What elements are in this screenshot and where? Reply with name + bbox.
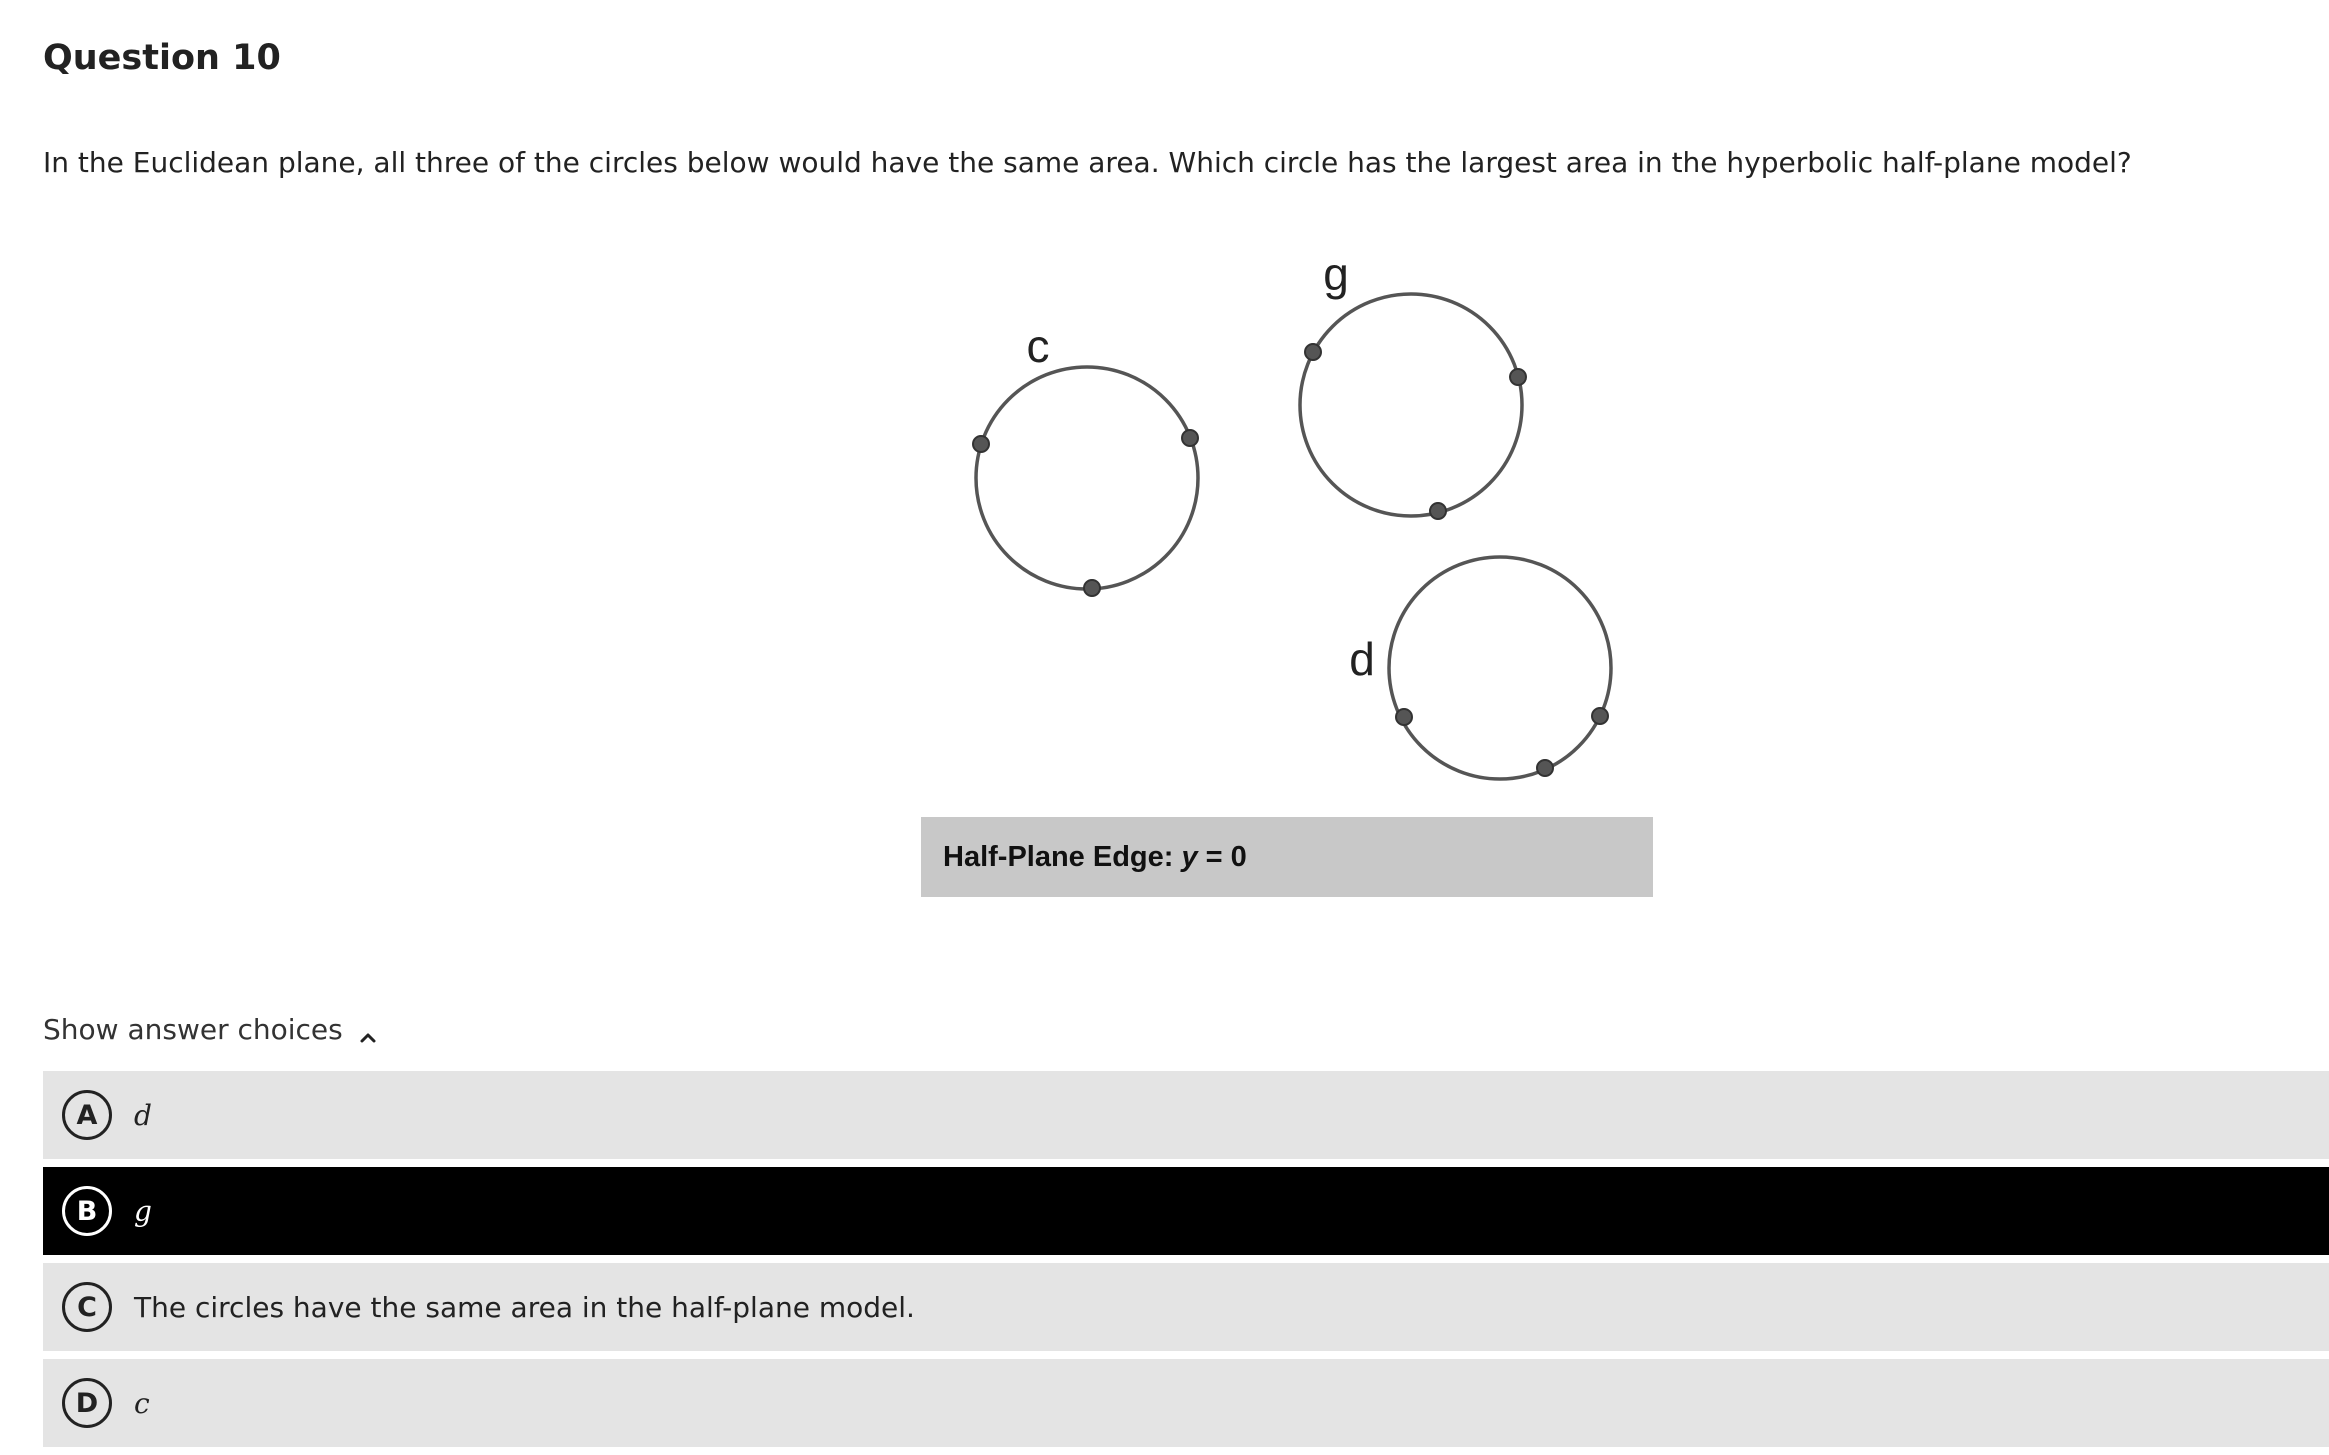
answer-choice-b[interactable] [43,1167,2329,1255]
circle-d [1389,557,1611,779]
circle-label-c: c [1026,320,1050,372]
answer-choice-d[interactable] [43,1359,2329,1447]
choice-text: c [134,1386,150,1420]
choice-letter-badge: B [62,1186,112,1236]
circle-c-point [1182,430,1198,446]
circle-g-point [1305,344,1321,360]
circle-g [1300,294,1522,516]
circle-d-point [1396,709,1412,725]
toggle-label: Show answer choices [43,1013,343,1046]
answer-choice-a[interactable] [43,1071,2329,1159]
circle-label-d: d [1349,633,1375,685]
chevron-up-icon [359,1021,377,1039]
edge-label-variable: y [1181,840,1198,873]
answer-choices-list [43,1071,2329,1455]
circle-d-point [1592,708,1608,724]
choice-letter-badge: C [62,1282,112,1332]
show-answer-choices-toggle[interactable] [43,1013,377,1046]
choice-letter-badge: A [62,1090,112,1140]
edge-label-prefix: Half-Plane Edge: [943,840,1174,873]
circle-g-point [1430,503,1446,519]
circle-g-point [1510,369,1526,385]
question-text: In the Euclidean plane, all three of the circles below would have the same area. Which circle has the largest area in the hyperbolic half-plane model? [43,146,2132,179]
circle-label-g: g [1323,248,1349,300]
circle-c-point [1084,580,1100,596]
circle-d-point [1537,760,1553,776]
choice-letter-badge: D [62,1378,112,1428]
choice-text: d [134,1098,152,1132]
circle-c [976,367,1198,589]
choice-text: g [134,1194,152,1228]
circle-c-point [973,436,989,452]
choice-text: The circles have the same area in the half-plane model. [134,1290,915,1324]
half-plane-edge-label [921,817,1653,897]
answer-choice-c[interactable] [43,1263,2329,1351]
question-title: Question 10 [43,38,281,78]
edge-label-value: = 0 [1205,840,1247,873]
